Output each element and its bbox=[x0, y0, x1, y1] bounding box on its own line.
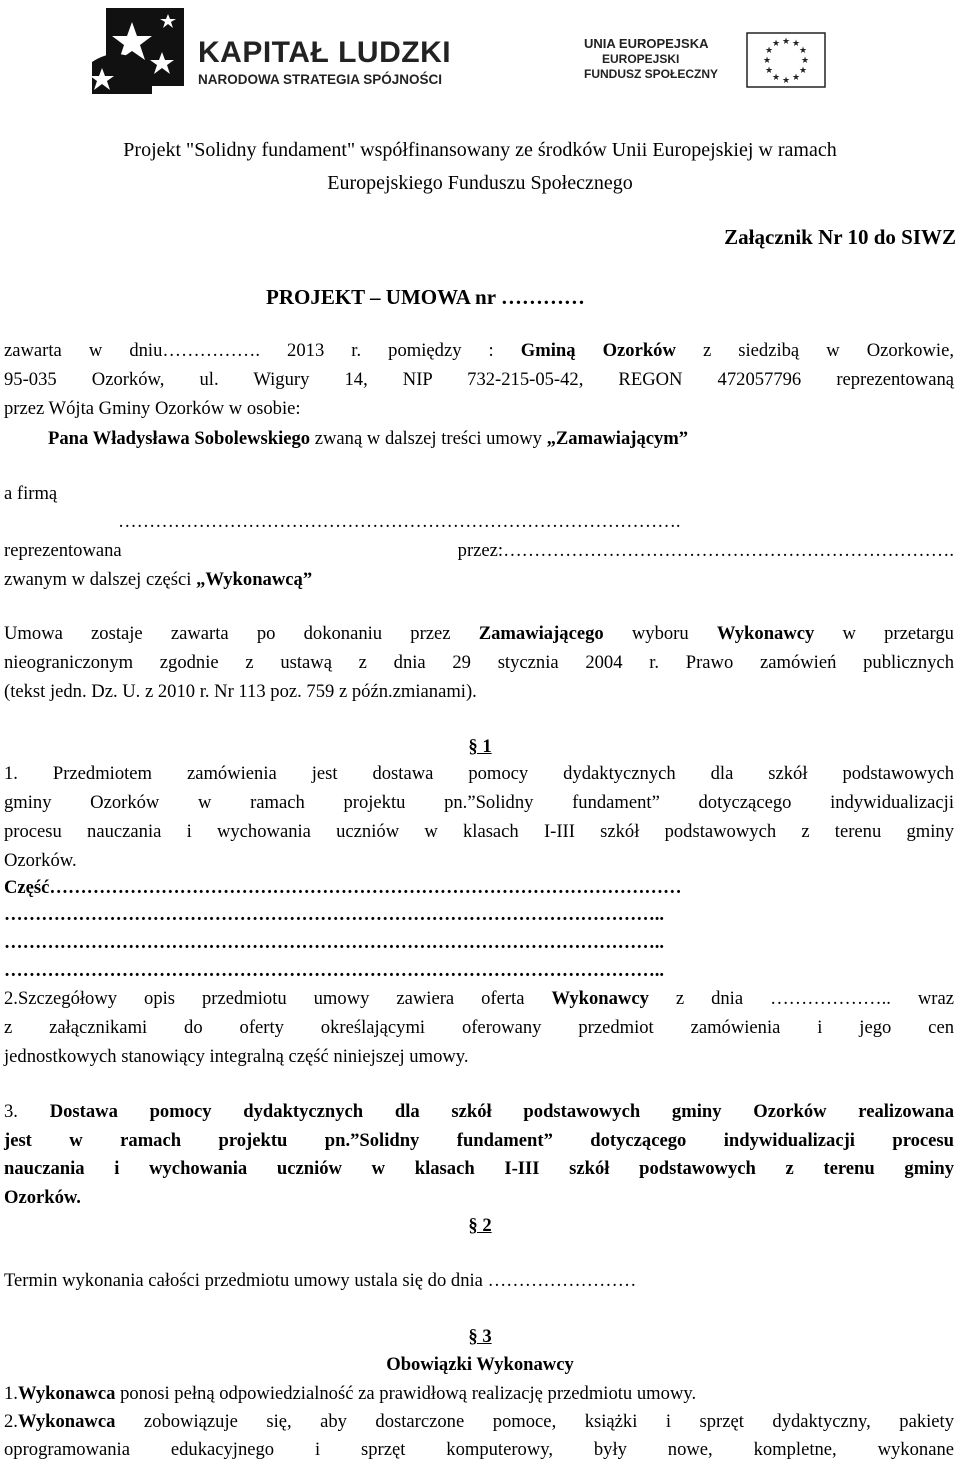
svg-text:★: ★ bbox=[798, 46, 808, 56]
s1-p2-wykonawcy: Wykonawcy bbox=[551, 988, 649, 1009]
svg-text:★: ★ bbox=[791, 39, 801, 49]
s1-p2-text-c: z dnia ……………….. wraz bbox=[648, 988, 955, 1009]
svg-text:★: ★ bbox=[798, 66, 808, 76]
svg-text:★: ★ bbox=[781, 37, 791, 47]
s1-dots-2: …………………………………………………………………………………………….. bbox=[4, 932, 665, 953]
contract-title: PROJEKT – UMOWA nr ………… bbox=[266, 285, 585, 309]
parties-called-text: zwaną w dalszej treści umowy bbox=[310, 428, 547, 449]
s1-p2-text-a: 2.Szczegółowy opis przedmiotu umowy zawiera oferta bbox=[4, 988, 552, 1009]
s1-p1-line-4: Ozorków. bbox=[4, 850, 77, 871]
intro-text-e: w przetargu bbox=[814, 623, 954, 644]
s3-p2-line-1 bbox=[4, 1411, 954, 1433]
svg-text:★: ★ bbox=[771, 39, 781, 49]
contractor-represented-by: reprezentowana przez:………………………………………………………………. bbox=[4, 540, 954, 561]
kapital-ludzki-subtitle: NARODOWA STRATEGIA SPÓJNOŚCI bbox=[198, 72, 443, 87]
eu-fund-logo bbox=[584, 30, 874, 90]
parties-line-2: 95-035 Ozorków, ul. Wigury 14, NIP 732-215-05-42, REGON 472057796 reprezentowaną bbox=[4, 369, 954, 390]
section-3-subheading: Obowiązki Wykonawcy bbox=[386, 1354, 574, 1375]
parties-line-1 bbox=[4, 340, 954, 362]
section-3-heading: § 3 bbox=[468, 1326, 492, 1347]
s2-deadline-text: Termin wykonania całości przedmiotu umowy ustala się do dnia …………………… bbox=[4, 1270, 637, 1291]
parties-line-4 bbox=[48, 428, 688, 450]
section-1-heading: § 1 bbox=[468, 736, 492, 757]
s3-p1-wykonawca: Wykonawca bbox=[17, 1383, 116, 1404]
kapital-ludzki-logo bbox=[92, 2, 472, 94]
s3-p2-wykonawca: Wykonawca bbox=[17, 1411, 116, 1432]
wykonawca-term: „Wykonawcą” bbox=[196, 569, 313, 590]
s1-p2-line-3: jednostkowych stanowiący integralną część niniejszej umowy. bbox=[4, 1046, 469, 1067]
s1-p2-line-2: z załącznikami do oferty określającymi oferowany przedmiot zamówienia i jego cen bbox=[4, 1017, 954, 1038]
svg-text:★: ★ bbox=[762, 56, 772, 66]
s3-p2-text: zobowiązuje się, aby dostarczone pomoce, książki i sprzęt dydaktyczny, pakiety bbox=[115, 1411, 954, 1432]
s1-p1-line-2: gminy Ozorków w ramach projektu pn.”Solidny fundament” dotyczącego indywidualizacji bbox=[4, 792, 954, 813]
s1-p2-line-1 bbox=[4, 988, 954, 1010]
parties-line-3: przez Wójta Gminy Ozorków w osobie: bbox=[4, 398, 301, 419]
svg-text:★: ★ bbox=[800, 56, 810, 66]
section-2-heading: § 2 bbox=[468, 1215, 492, 1236]
contractor-called-line bbox=[4, 569, 312, 591]
contractor-firm-blank: ………………………………………………………………………………. bbox=[118, 511, 681, 532]
s1-dots-3: …………………………………………………………………………………………….. bbox=[4, 960, 665, 981]
s3-p1-number: 1. bbox=[4, 1383, 18, 1404]
s3-p1 bbox=[4, 1383, 696, 1405]
intro-line-3: (tekst jedn. Dz. U. z 2010 r. Nr 113 poz. 759 z późn.zmianami). bbox=[4, 681, 477, 702]
svg-text:★: ★ bbox=[771, 73, 781, 83]
s1-p3-line-4: Ozorków. bbox=[4, 1187, 81, 1208]
eu-line-3: FUNDUSZ SPOŁECZNY bbox=[584, 67, 719, 81]
svg-text:★: ★ bbox=[781, 76, 791, 86]
s1-p3-number: 3. bbox=[4, 1101, 50, 1122]
s3-p2-line-2: oprogramowania edukacyjnego i sprzęt komputerowy, były nowe, kompletne, wykonane bbox=[4, 1439, 954, 1460]
contractor-firm-label: a firmą bbox=[4, 483, 58, 504]
s1-p1-line-1: 1. Przedmiotem zamówienia jest dostawa pomocy dydaktycznych dla szkół podstawowych bbox=[4, 763, 954, 784]
s1-dots-1: …………………………………………………………………………………………….. bbox=[4, 904, 665, 925]
s1-p3-text-1: Dostawa pomocy dydaktycznych dla szkół podstawowych gminy Ozorków realizowana bbox=[49, 1101, 955, 1122]
s3-p1-text: ponosi pełną odpowiedzialność za prawidłową realizację przedmiotu umowy. bbox=[115, 1383, 697, 1404]
kapital-ludzki-title: KAPITAŁ LUDZKI bbox=[198, 36, 452, 69]
eu-flag-icon bbox=[746, 32, 826, 88]
svg-text:★: ★ bbox=[764, 66, 774, 76]
s1-p1-line-3: procesu nauczania i wychowania uczniów w klasach I-III szkół podstawowych z terenu gminy bbox=[4, 821, 954, 842]
intro-text-c: wyboru bbox=[603, 623, 717, 644]
s1-p3-line-2: jest w ramach projektu pn.”Solidny fundament” dotyczącego indywidualizacji procesu bbox=[4, 1130, 954, 1151]
s3-p2-number: 2. bbox=[4, 1411, 18, 1432]
intro-line-1 bbox=[4, 623, 954, 645]
project-header-line-2: Europejskiego Funduszu Społecznego bbox=[327, 172, 633, 194]
s1-p3-line-1 bbox=[4, 1101, 954, 1123]
zamawiajacy-term: „Zamawiającym” bbox=[546, 428, 689, 449]
contractor-called-text: zwanym w dalszej części bbox=[4, 569, 197, 590]
party-gmina-name: Gminą Ozorków bbox=[520, 340, 676, 361]
s1-p3-line-3: nauczania i wychowania uczniów w klasach I-III szkół podstawowych z terenu gminy bbox=[4, 1158, 954, 1179]
intro-text-a: Umowa zostaje zawarta po dokonaniu przez bbox=[4, 623, 479, 644]
parties-date-text: zawarta w dniu……………. 2013 r. pomiędzy : bbox=[4, 340, 521, 361]
svg-text:★: ★ bbox=[791, 73, 801, 83]
intro-line-2: nieograniczonym zgodnie z ustawą z dnia 29 stycznia 2004 r. Prawo zamówień publicznych bbox=[4, 652, 954, 673]
eu-line-2: EUROPEJSKI bbox=[602, 52, 680, 66]
intro-zamawiajacego: Zamawiającego bbox=[478, 623, 604, 644]
s1-part-blank: Część………………………………………………………………………………………… bbox=[4, 877, 682, 898]
mayor-name: Pana Władysława Sobolewskiego bbox=[48, 428, 311, 449]
parties-seat-text: z siedzibą w Ozorkowie, bbox=[675, 340, 954, 361]
svg-text:★: ★ bbox=[764, 46, 774, 56]
kapital-ludzki-emblem-icon bbox=[92, 2, 192, 94]
attachment-label: Załącznik Nr 10 do SIWZ bbox=[724, 225, 956, 249]
eu-line-1: UNIA EUROPEJSKA bbox=[584, 36, 709, 51]
project-header-line-1: Projekt "Solidny fundament" współfinansowany ze środków Unii Europejskiej w ramach bbox=[123, 139, 837, 161]
intro-wykonawcy: Wykonawcy bbox=[716, 623, 815, 644]
